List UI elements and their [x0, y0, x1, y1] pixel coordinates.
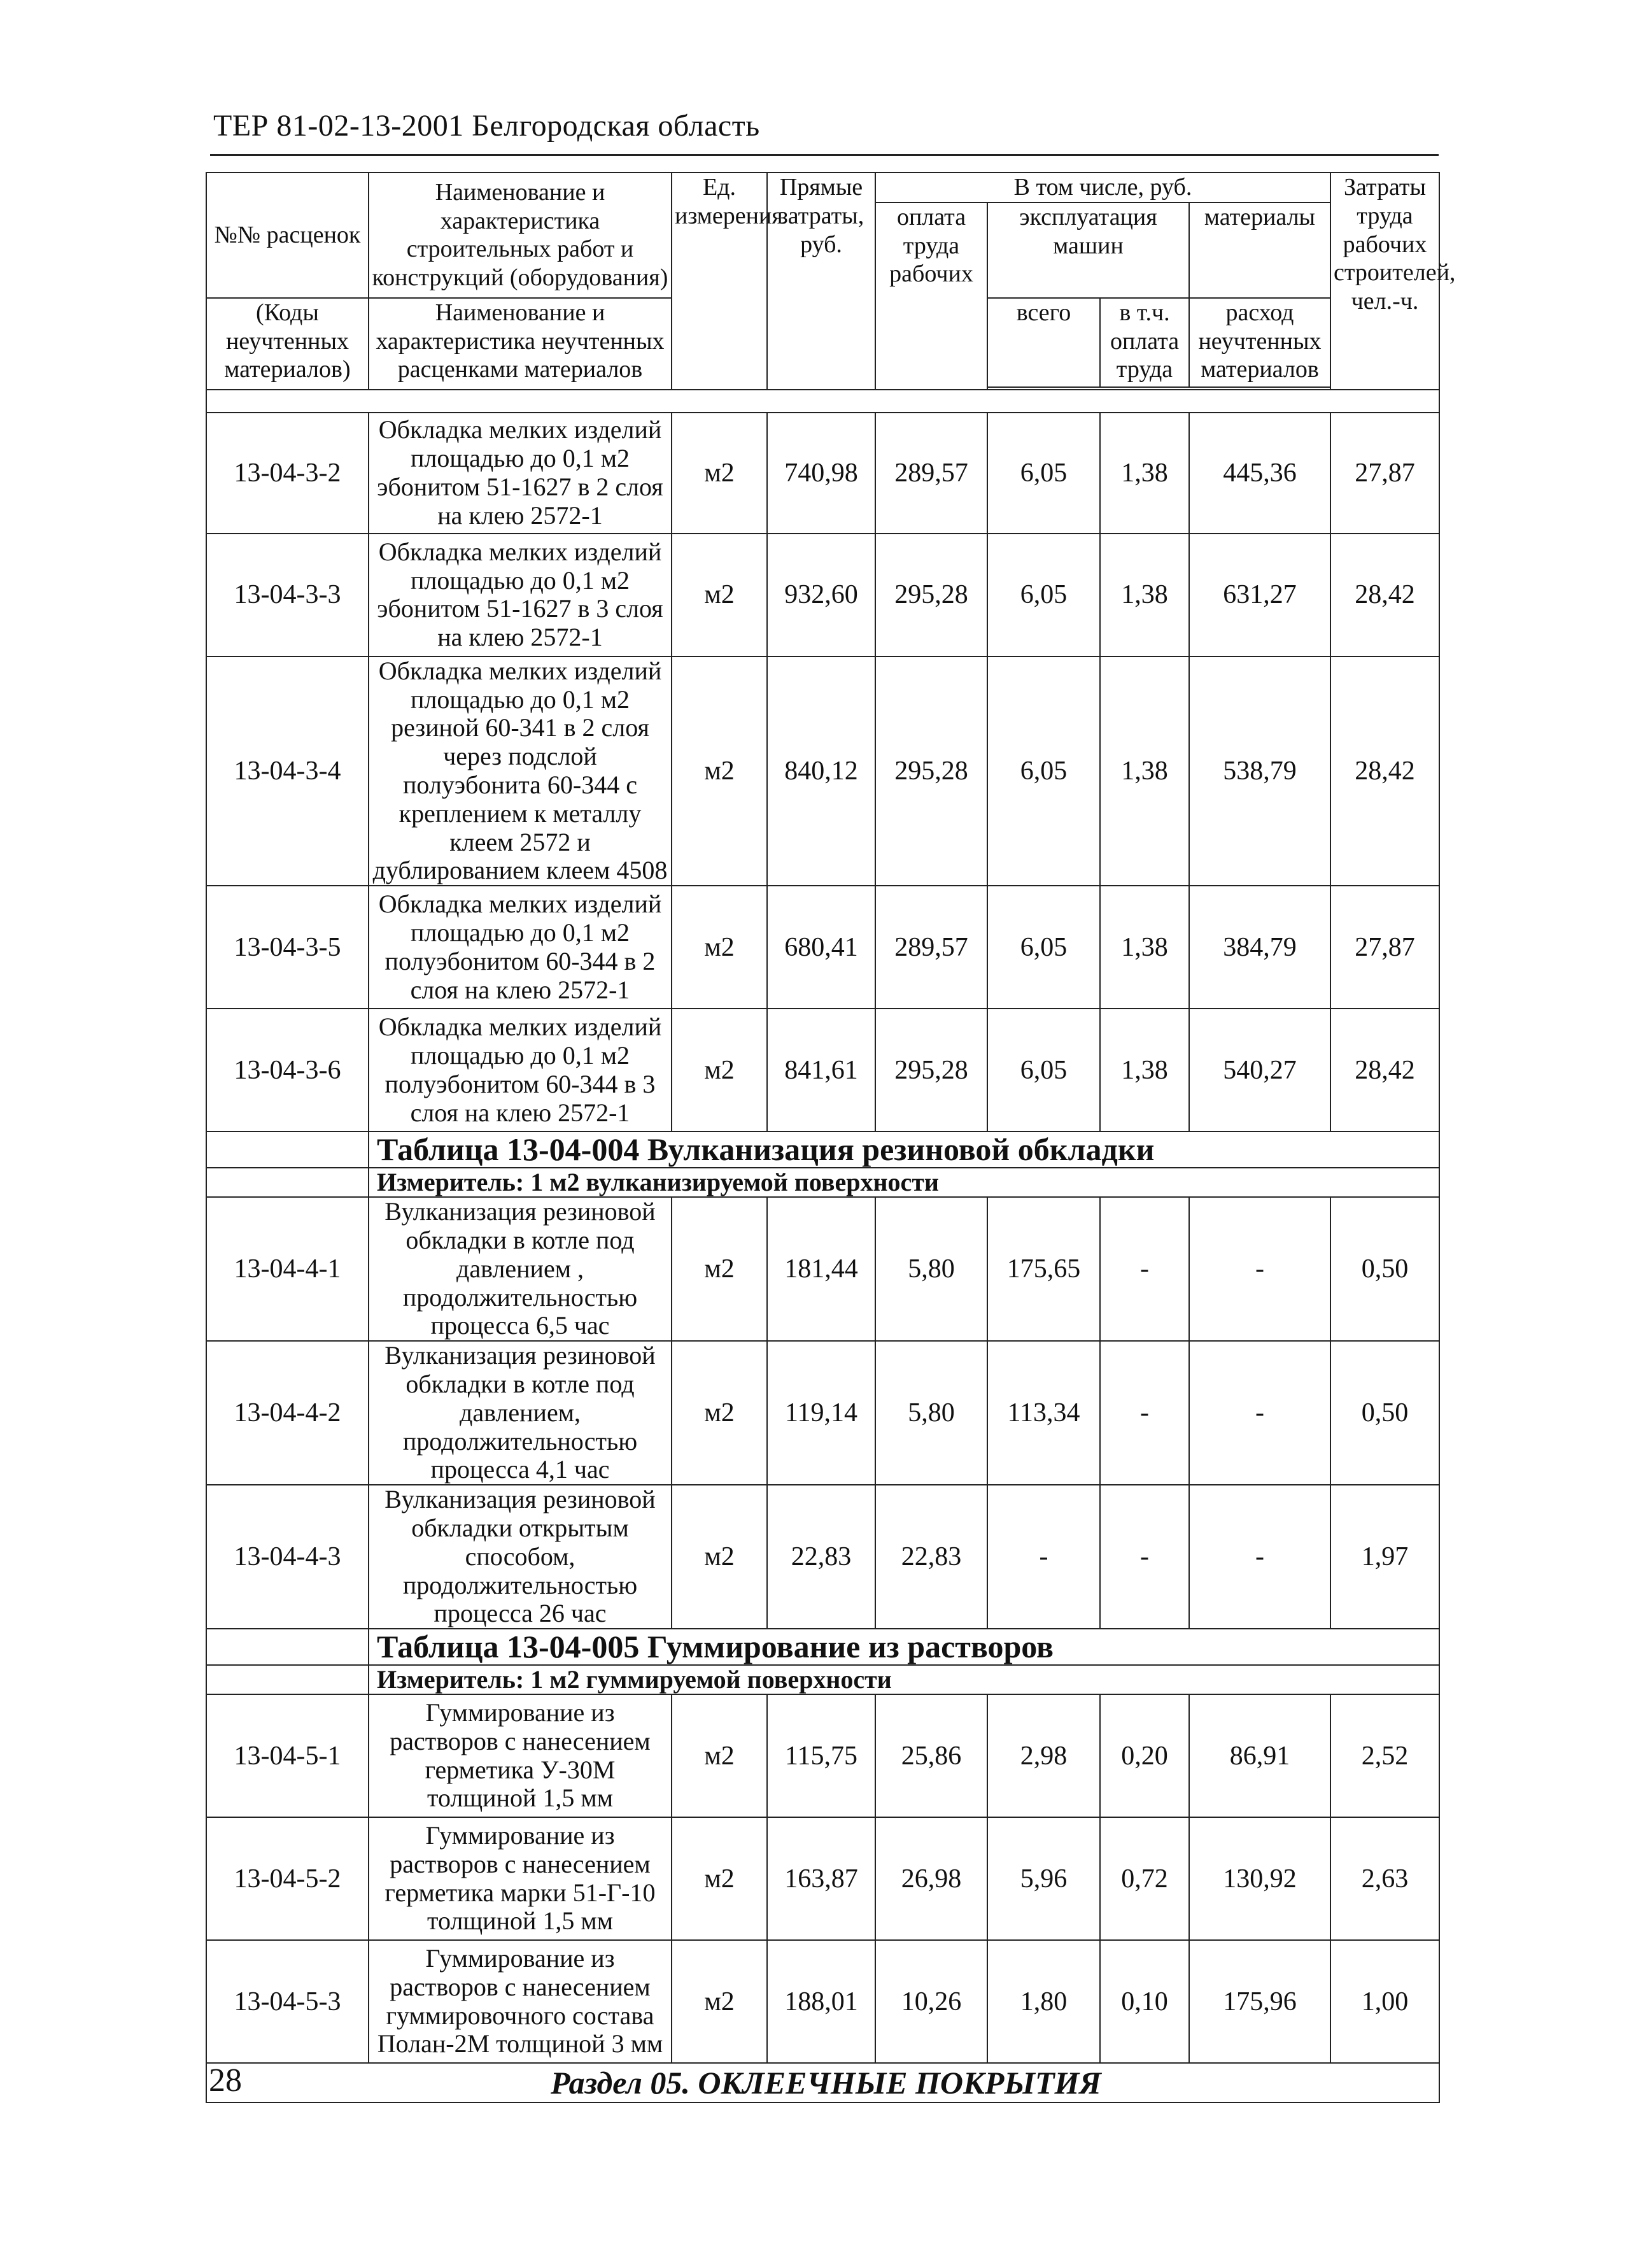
rate-machines-wage: - [1100, 1341, 1189, 1485]
rate-labor: 27,87 [1330, 886, 1439, 1009]
rate-direct-cost: 680,41 [767, 886, 875, 1009]
rate-name: Вулканизация резиновой обкладки в котле под давлением, продолжительностью процесса 4,1 час [369, 1341, 672, 1485]
rate-machines-wage: 1,38 [1100, 656, 1189, 886]
rate-direct-cost: 932,60 [767, 534, 875, 656]
rate-materials: 175,96 [1189, 1940, 1330, 2063]
table-005-title: Таблица 13-04-005 Гуммирование из растворов [369, 1629, 1439, 1665]
rate-materials: - [1189, 1341, 1330, 1485]
rate-unit: м2 [672, 1940, 767, 2063]
rate-unit: м2 [672, 1485, 767, 1629]
table-004-title: Таблица 13-04-004 Вулканизация резиновой обкладки [369, 1131, 1439, 1168]
col-name-subheader: Наименование и характеристика неучтенных расценками материалов [369, 298, 672, 390]
rate-name: Обкладка мелких изделий площадью до 0,1 м2 резиной 60-341 в 2 слоя через подслой полуэбонита 60-344 с креплением к металлу клеем 2572 и дублированием клеем 4508 [369, 656, 672, 886]
rate-unit: м2 [672, 656, 767, 886]
rows-group-a [206, 413, 1439, 1131]
rows-group-005 [206, 1694, 1439, 2063]
rate-materials: 130,92 [1189, 1817, 1330, 1940]
rate-materials: 86,91 [1189, 1694, 1330, 1817]
rate-name: Гуммирование из растворов с нанесением герметика марки 51-Г-10 толщиной 1,5 мм [369, 1817, 672, 1940]
rate-direct-cost: 119,14 [767, 1341, 875, 1485]
rate-code: 13-04-4-1 [206, 1197, 369, 1341]
col-materials-extra-header: расход неучтенных материалов [1189, 298, 1330, 387]
rate-direct-cost: 840,12 [767, 656, 875, 886]
table-row [206, 1009, 1439, 1131]
rate-materials: 445,36 [1189, 413, 1330, 534]
rate-code: 13-04-3-5 [206, 886, 369, 1009]
rate-wage: 289,57 [875, 413, 987, 534]
table-004-meter: Измеритель: 1 м2 вулканизируемой поверхности [369, 1168, 1439, 1197]
rate-labor: 28,42 [1330, 656, 1439, 886]
rate-direct-cost: 841,61 [767, 1009, 875, 1131]
rate-code: 13-04-3-2 [206, 413, 369, 534]
rate-name: Обкладка мелких изделий площадью до 0,1 м2 эбонитом 51-1627 в 2 слоя на клею 2572-1 [369, 413, 672, 534]
rate-materials: 384,79 [1189, 886, 1330, 1009]
col-machines-total-header: всего [987, 298, 1100, 387]
table-005-meter: Измеритель: 1 м2 гуммируемой поверхности [369, 1665, 1439, 1694]
table-row [206, 1341, 1439, 1485]
header-divider [210, 154, 1439, 156]
section-title: Раздел 05. ОКЛЕЕЧНЫЕ ПОКРЫТИЯ [206, 2063, 1439, 2102]
table-row [206, 1940, 1439, 2063]
rate-machines: 175,65 [987, 1197, 1100, 1341]
table-row [206, 413, 1439, 534]
rate-machines: 1,80 [987, 1940, 1100, 2063]
col-wage-header: оплата труда рабочих [875, 202, 987, 390]
rate-labor: 0,50 [1330, 1341, 1439, 1485]
col-machines-header: эксплуатация машин [987, 202, 1189, 298]
rate-code: 13-04-3-6 [206, 1009, 369, 1131]
rate-labor: 2,52 [1330, 1694, 1439, 1817]
rate-wage: 5,80 [875, 1197, 987, 1341]
rate-materials: 631,27 [1189, 534, 1330, 656]
rate-machines-wage: 1,38 [1100, 1009, 1189, 1131]
table-row [206, 1485, 1439, 1629]
rate-materials: - [1189, 1197, 1330, 1341]
rate-materials: 538,79 [1189, 656, 1330, 886]
rate-labor: 28,42 [1330, 534, 1439, 656]
rate-machines: 6,05 [987, 534, 1100, 656]
rate-wage: 25,86 [875, 1694, 987, 1817]
rate-labor: 1,00 [1330, 1940, 1439, 2063]
rate-code: 13-04-5-3 [206, 1940, 369, 2063]
rate-machines-wage: - [1100, 1485, 1189, 1629]
table-row [206, 886, 1439, 1009]
rate-machines-wage: 1,38 [1100, 413, 1189, 534]
rate-direct-cost: 740,98 [767, 413, 875, 534]
rate-wage: 5,80 [875, 1341, 987, 1485]
col-materials-header: материалы [1189, 202, 1330, 298]
rate-machines: 2,98 [987, 1694, 1100, 1817]
rate-unit: м2 [672, 1341, 767, 1485]
rate-wage: 295,28 [875, 656, 987, 886]
table-row [206, 656, 1439, 886]
rate-machines: 6,05 [987, 656, 1100, 886]
rate-labor: 0,50 [1330, 1197, 1439, 1341]
rate-wage: 10,26 [875, 1940, 987, 2063]
rate-wage: 22,83 [875, 1485, 987, 1629]
rate-wage: 295,28 [875, 1009, 987, 1131]
rate-direct-cost: 22,83 [767, 1485, 875, 1629]
table-005-block [206, 1629, 1439, 1694]
rate-machines-wage: 0,20 [1100, 1694, 1189, 1817]
rate-machines: 6,05 [987, 886, 1100, 1009]
rate-machines-wage: 0,72 [1100, 1817, 1189, 1940]
rate-name: Обкладка мелких изделий площадью до 0,1 м2 полуэбонитом 60-344 в 2 слоя на клею 2572-1 [369, 886, 672, 1009]
rate-machines: 5,96 [987, 1817, 1100, 1940]
rate-name: Гуммирование из растворов с нанесением герметика У-30М толщиной 1,5 мм [369, 1694, 672, 1817]
col-machines-wage-header: в т.ч. оплата труда [1100, 298, 1189, 387]
rate-machines-wage: 1,38 [1100, 886, 1189, 1009]
rate-name: Вулканизация резиновой обкладки в котле под давлением , продолжительностью процесса 6,5 час [369, 1197, 672, 1341]
rows-group-004 [206, 1197, 1439, 1629]
rate-code: 13-04-3-3 [206, 534, 369, 656]
rate-machines: - [987, 1485, 1100, 1629]
rate-direct-cost: 115,75 [767, 1694, 875, 1817]
rate-name: Обкладка мелких изделий площадью до 0,1 м2 эбонитом 51-1627 в 3 слоя на клею 2572-1 [369, 534, 672, 656]
col-direct-header: Прямые затраты, руб. [767, 173, 875, 390]
rate-name: Вулканизация резиновой обкладки открытым способом, продолжительностью процесса 26 час [369, 1485, 672, 1629]
rate-materials: 540,27 [1189, 1009, 1330, 1131]
rate-unit: м2 [672, 1817, 767, 1940]
rate-labor: 1,97 [1330, 1485, 1439, 1629]
table-row [206, 1817, 1439, 1940]
rate-machines: 6,05 [987, 1009, 1100, 1131]
rate-direct-cost: 181,44 [767, 1197, 875, 1341]
col-unit-header: Ед. измерения [672, 173, 767, 390]
document-header: ТЕР 81-02-13-2001 Белгородская область [213, 109, 760, 143]
rate-unit: м2 [672, 413, 767, 534]
rate-direct-cost: 188,01 [767, 1940, 875, 2063]
col-name-header: Наименование и характеристика строительных работ и конструкций (оборудования) [369, 173, 672, 298]
rate-labor: 2,63 [1330, 1817, 1439, 1940]
rate-labor: 28,42 [1330, 1009, 1439, 1131]
page-number: 28 [209, 2062, 242, 2099]
rate-machines: 6,05 [987, 413, 1100, 534]
rate-code: 13-04-5-2 [206, 1817, 369, 1940]
table-row [206, 1197, 1439, 1341]
rate-code: 13-04-3-4 [206, 656, 369, 886]
rate-wage: 26,98 [875, 1817, 987, 1940]
rate-code: 13-04-4-3 [206, 1485, 369, 1629]
col-code-subheader: (Коды неучтенных материалов) [206, 298, 369, 390]
rate-materials: - [1189, 1485, 1330, 1629]
rate-unit: м2 [672, 1694, 767, 1817]
rate-machines: 113,34 [987, 1341, 1100, 1485]
rates-table [206, 172, 1456, 2103]
rate-wage: 295,28 [875, 534, 987, 656]
rate-labor: 27,87 [1330, 413, 1439, 534]
rate-direct-cost: 163,87 [767, 1817, 875, 1940]
table-header [206, 173, 1456, 413]
rate-code: 13-04-4-2 [206, 1341, 369, 1485]
col-code-header: №№ расценок [206, 173, 369, 298]
col-labor-header: Затраты труда рабочих строителей, чел.-ч. [1330, 173, 1439, 390]
table-row [206, 534, 1439, 656]
rate-unit: м2 [672, 1197, 767, 1341]
rate-machines-wage: 0,10 [1100, 1940, 1189, 2063]
rate-unit: м2 [672, 534, 767, 656]
rate-unit: м2 [672, 886, 767, 1009]
table-row [206, 1694, 1439, 1817]
rate-unit: м2 [672, 1009, 767, 1131]
table-004-block [206, 1131, 1439, 1197]
rate-wage: 289,57 [875, 886, 987, 1009]
rate-name: Гуммирование из растворов с нанесением гуммировочного состава Полан-2М толщиной 3 мм [369, 1940, 672, 2063]
rate-machines-wage: - [1100, 1197, 1189, 1341]
rate-name: Обкладка мелких изделий площадью до 0,1 м2 полуэбонитом 60-344 в 3 слоя на клею 2572-1 [369, 1009, 672, 1131]
rate-code: 13-04-5-1 [206, 1694, 369, 1817]
rate-machines-wage: 1,38 [1100, 534, 1189, 656]
col-group-header: В том числе, руб. [875, 173, 1330, 202]
